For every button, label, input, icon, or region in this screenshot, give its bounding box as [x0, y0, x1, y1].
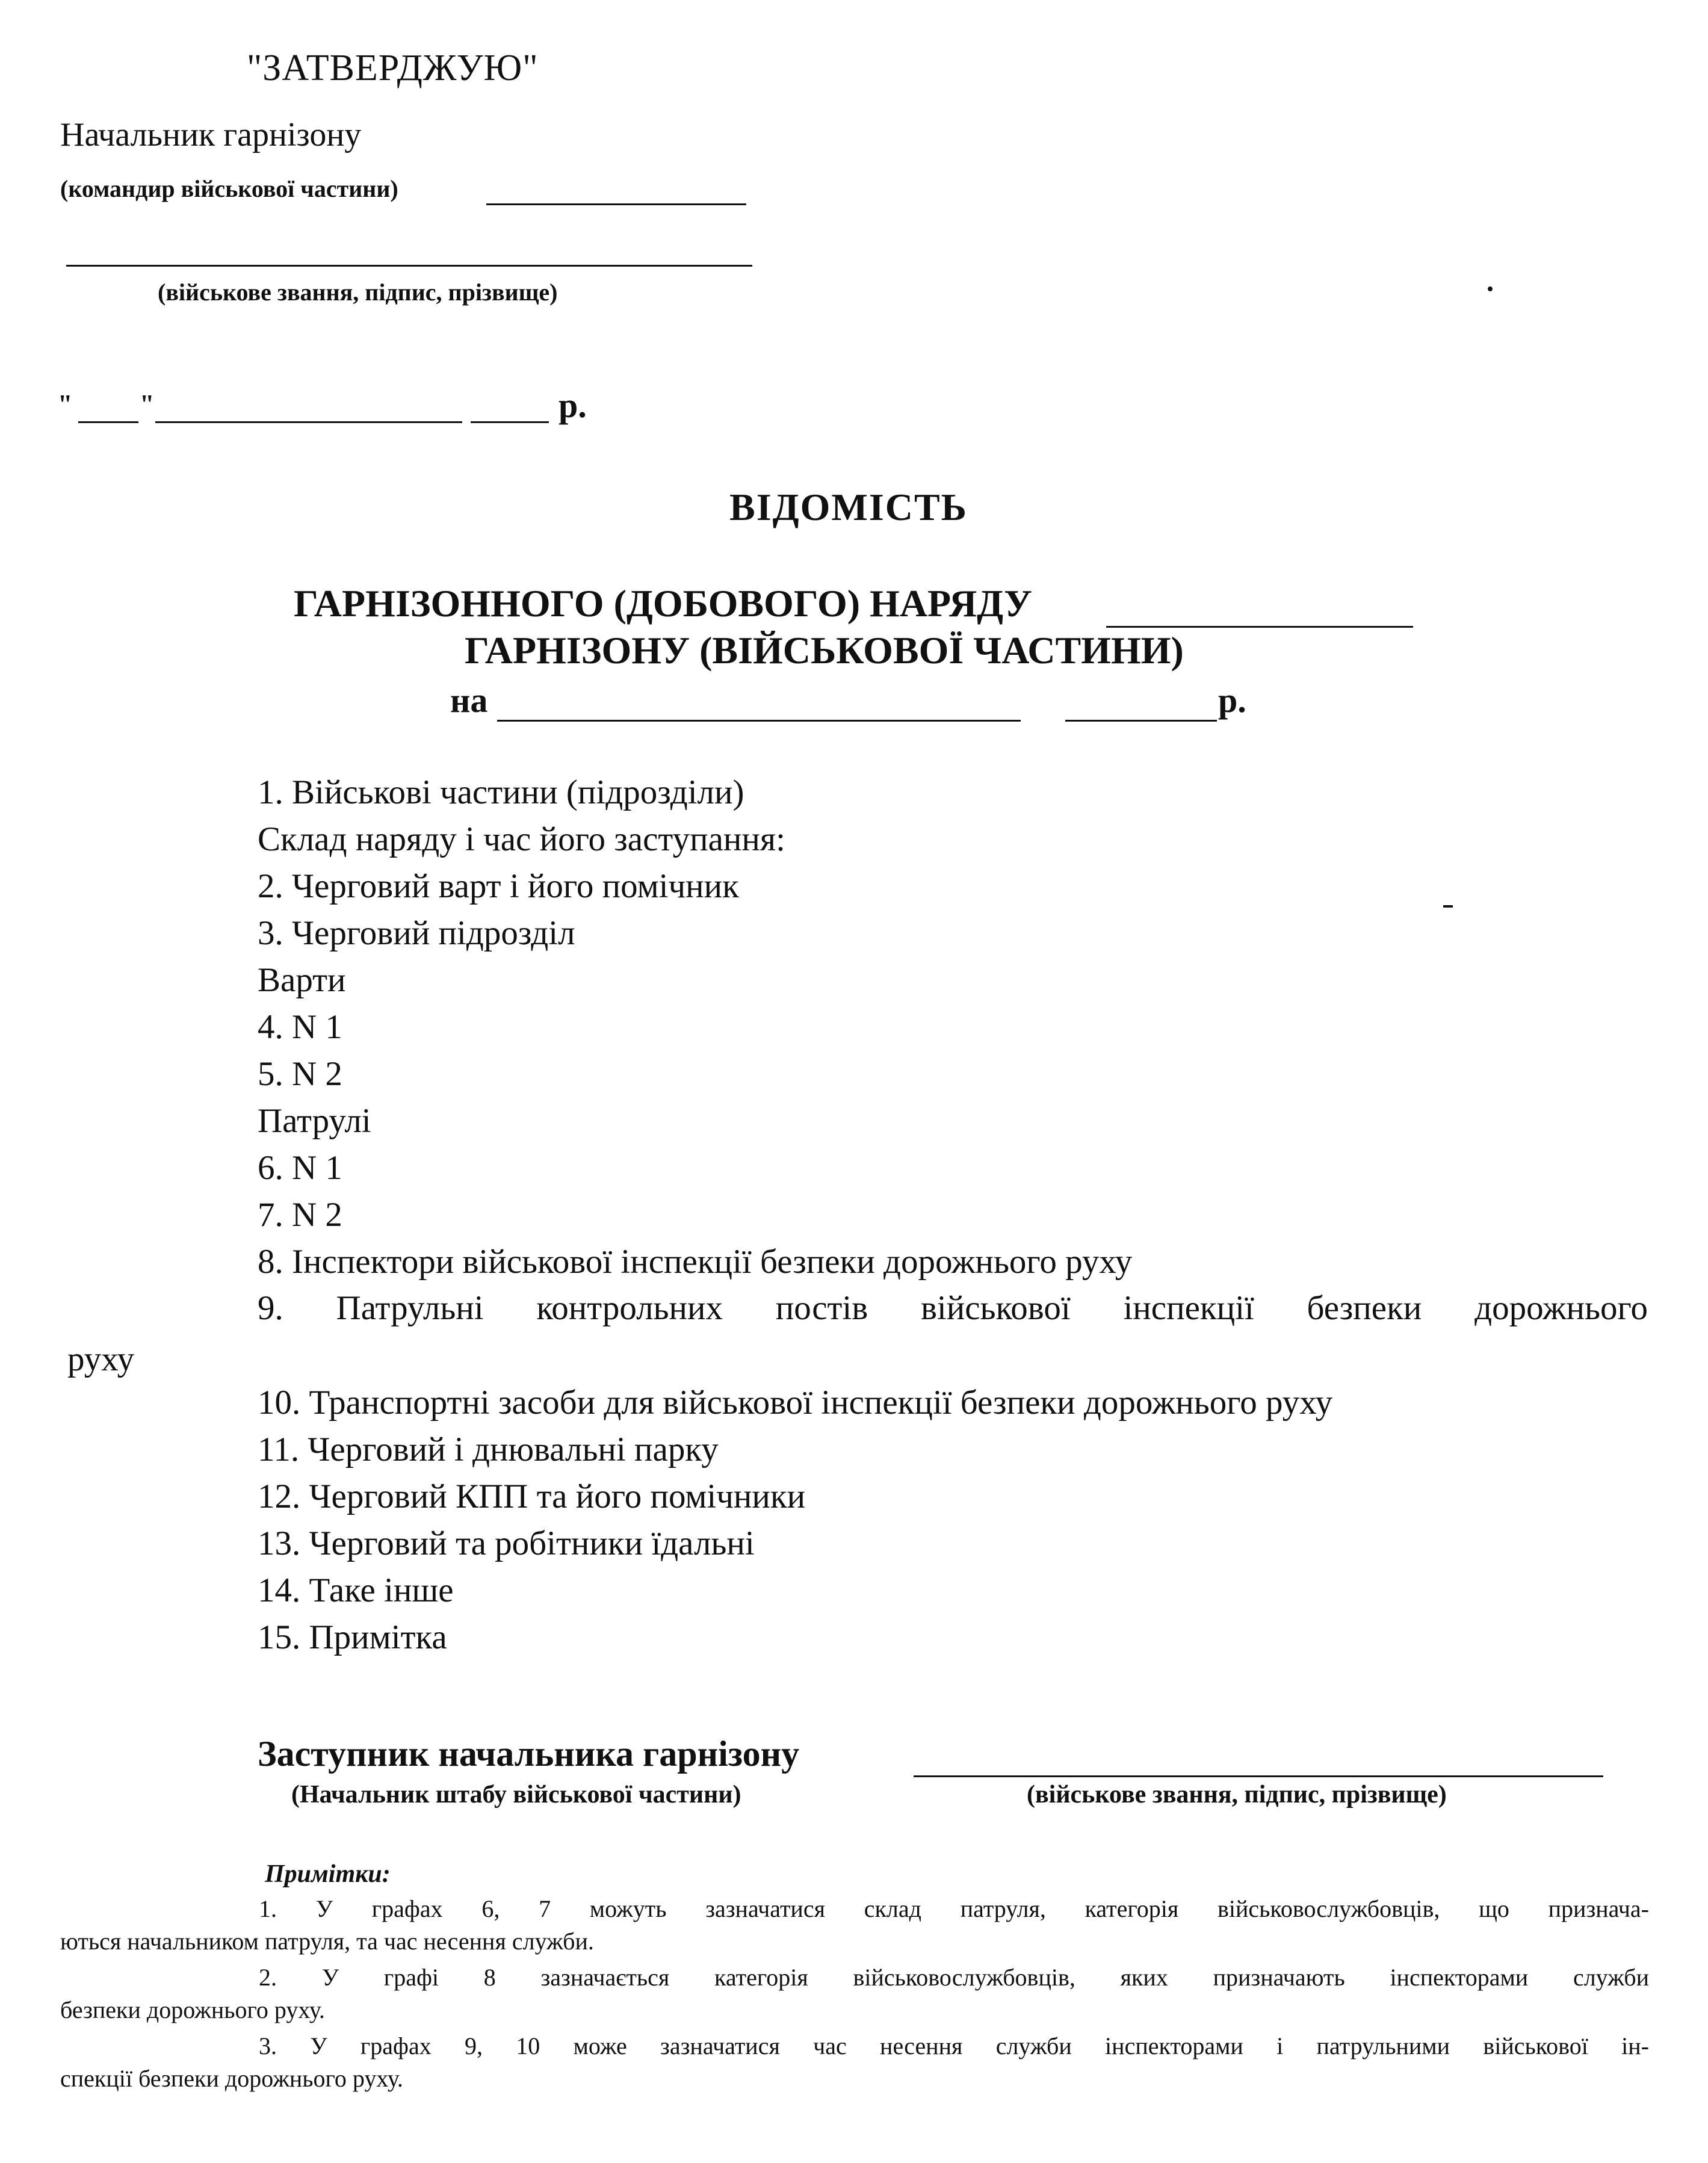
date-year-blank: [471, 421, 549, 423]
date-month-blank: [155, 421, 462, 423]
approval-stamp: "ЗАТВЕРДЖУЮ": [247, 48, 539, 88]
list-item: 11. Черговий і днювальні парку: [258, 1431, 719, 1468]
list-item: 8. Інспектори військової інспекції безпеки дорожнього руху: [258, 1243, 1133, 1281]
list-item: 7. N 2: [258, 1196, 342, 1234]
note-1-line2: ються начальником патруля, та час несення служби.: [60, 1928, 594, 1955]
list-item: Патрулі: [258, 1102, 371, 1140]
note-1-line1: 1. У графах 6, 7 можуть зазначатися склад патруля, категорія військовослужбовців, що признача-: [259, 1895, 1649, 1922]
chief-of-staff-caption: (Начальник штабу військової частини): [291, 1781, 741, 1809]
date-on-year-suffix: р.: [1218, 681, 1246, 720]
stray-dash: [1443, 905, 1453, 908]
note-2-line2: безпеки дорожнього руху.: [60, 1996, 325, 2023]
list-item: 1. Військові частини (підрозділи): [258, 773, 744, 811]
garrison-chief-label: Начальник гарнізону: [60, 116, 362, 153]
date-day-blank: [78, 421, 138, 423]
list-item: 9. Патрульні контрольних постів військової інспекції безпеки дорожнього: [258, 1289, 1648, 1327]
list-item: 13. Черговий та робітники їдальні: [258, 1524, 755, 1562]
date-on-label: на: [450, 681, 488, 720]
list-item: 2. Черговий варт і його помічник: [258, 867, 739, 905]
list-item: 3. Черговий підрозділ: [258, 914, 575, 952]
list-item: Склад наряду і час його заступання:: [258, 820, 785, 858]
list-item-continuation: руху: [67, 1340, 135, 1378]
list-item: 5. N 2: [258, 1055, 342, 1093]
document-title: ВІДОМІСТЬ: [729, 486, 968, 528]
stray-dot: [1488, 286, 1493, 291]
list-item: 6. N 1: [258, 1149, 342, 1187]
deputy-signature-blank-line: [914, 1775, 1603, 1777]
commander-caption: (командир військової частини): [60, 175, 398, 202]
note-2-line1: 2. У графі 8 зазначається категорія військовослужбовців, яких призначають інспекторами служби: [259, 1964, 1649, 1991]
note-3-line1: 3. У графах 9, 10 може зазначатися час несення служби інспекторами і патрульними військової ін-: [259, 2032, 1649, 2059]
subtitle-blank-line: [1106, 626, 1413, 628]
list-item: 4. N 1: [258, 1008, 342, 1046]
deputy-rank-caption: (військове звання, підпис, прізвище): [1027, 1781, 1447, 1809]
date-year-suffix: р.: [559, 386, 587, 425]
document-subtitle-line2: ГАРНІЗОНУ (ВІЙСЬКОВОЇ ЧАСТИНИ): [465, 629, 1184, 672]
date-on-year-blank: [1065, 720, 1217, 722]
commander-blank-line: [486, 203, 746, 205]
rank-signature-caption: (військове звання, підпис, прізвище): [158, 279, 558, 306]
document-subtitle-line1: ГАРНІЗОННОГО (ДОБОВОГО) НАРЯДУ: [294, 582, 1032, 625]
list-item: 12. Черговий КПП та його помічники: [258, 1478, 806, 1515]
date-on-blank: [497, 720, 1021, 722]
list-item: 15. Примітка: [258, 1618, 447, 1656]
list-item: 14. Таке інше: [258, 1571, 454, 1609]
notes-title: Примітки:: [265, 1860, 391, 1888]
list-item: Варти: [258, 961, 346, 999]
date-quote-open: ": [58, 389, 73, 419]
rank-signature-blank-line: [66, 265, 752, 267]
note-3-line2: спекції безпеки дорожнього руху.: [60, 2065, 403, 2092]
date-quote-close: ": [140, 389, 155, 419]
deputy-chief-label: Заступник начальника гарнізону: [258, 1734, 800, 1774]
note-1-text: [0, 0, 1, 1]
list-item: 10. Транспортні засоби для військової інспекції безпеки дорожнього руху: [258, 1384, 1333, 1422]
